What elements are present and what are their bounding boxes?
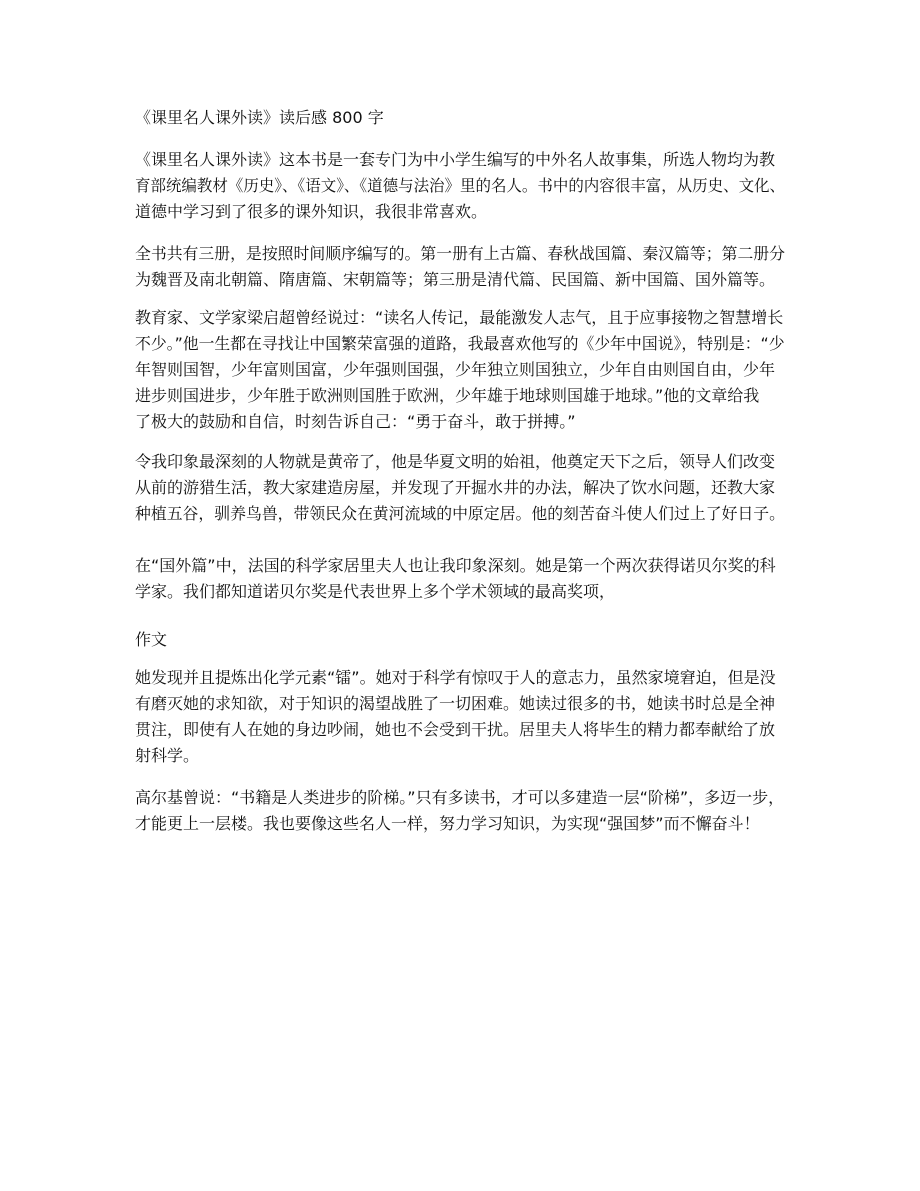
text-line: 教育家、文学家梁启超曾经说过：“读名人传记，最能激发人志气，且于应事接物之智慧增长 [135, 308, 784, 327]
text-line: 令我印象最深刻的人物就是黄帝了，他是华夏文明的始祖，他奠定天下之后，领导人们改变 [135, 452, 776, 471]
text-line: 高尔基曾说：“书籍是人类进步的阶梯。”只有多读书，才可以多建造一层“阶梯”，多迈一步， [135, 788, 785, 807]
text-line: 育部统编教材《历史》、《语文》、《道德与法治》里的名人。书中的内容很丰富，从历史、文化、 [135, 176, 786, 195]
section-label: 作文 [135, 630, 168, 649]
text-line: 道德中学习到了很多的课外知识，我很非常喜欢。 [135, 202, 488, 221]
text-line: 有磨灭她的求知欲，对于知识的渴望战胜了一切困难。她读过很多的书，她读书时总是全神 [135, 694, 776, 713]
text-line: 为魏晋及南北朝篇、隋唐篇、宋朝篇等；第三册是清代篇、民国篇、新中国篇、国外篇等。 [135, 270, 776, 289]
text-line: 射科学。 [135, 746, 200, 765]
text-line: 在“国外篇”中，法国的科学家居里夫人也让我印象深刻。她是第一个两次获得诺贝尔奖的科 [135, 556, 776, 575]
text-line: 不少。”他一生都在寻找让中国繁荣富强的道路，我最喜欢他写的《少年中国说》，特别是：“少 [135, 334, 785, 353]
text-line: 全书共有三册，是按照时间顺序编写的。第一册有上古篇、春秋战国篇、秦汉篇等；第二册分 [135, 244, 786, 263]
text-line: 种植五谷，驯养鸟兽，带领民众在黄河流域的中原定居。他的刻苦奋斗使人们过上了好日子。 [135, 504, 786, 523]
text-line: 了极大的鼓励和自信，时刻告诉自己：“勇于奋斗，敢于拼搏。” [135, 412, 576, 431]
text-line: 《课里名人课外读》这本书是一套专门为中小学生编写的中外名人故事集，所选人物均为教 [135, 150, 776, 169]
text-line: 学家。我们都知道诺贝尔奖是代表世界上多个学术领域的最高奖项， [135, 582, 616, 601]
text-line: 她发现并且提炼出化学元素“镭”。她对于科学有惊叹于人的意志力，虽然家境窘迫，但是没 [135, 668, 776, 687]
text-line: 才能更上一层楼。我也要像这些名人一样，努力学习知识，为实现“强国梦”而不懈奋斗！ [135, 814, 760, 833]
text-line: 从前的游猎生活，教大家建造房屋，并发现了开掘水井的办法，解决了饮水问题，还教大家 [135, 478, 776, 497]
text-line: 进步则国进步，少年胜于欧洲则国胜于欧洲，少年雄于地球则国雄于地球。”他的文章给我 [135, 386, 760, 405]
text-line: 贯注，即使有人在她的身边吵闹，她也不会受到干扰。居里夫人将毕生的精力都奉献给了放 [135, 720, 776, 739]
text-line: 年智则国智，少年富则国富，少年强则国强，少年独立则国独立，少年自由则国自由，少年 [135, 360, 776, 379]
document-title: 《课里名人课外读》读后感 800 字 [135, 108, 384, 127]
